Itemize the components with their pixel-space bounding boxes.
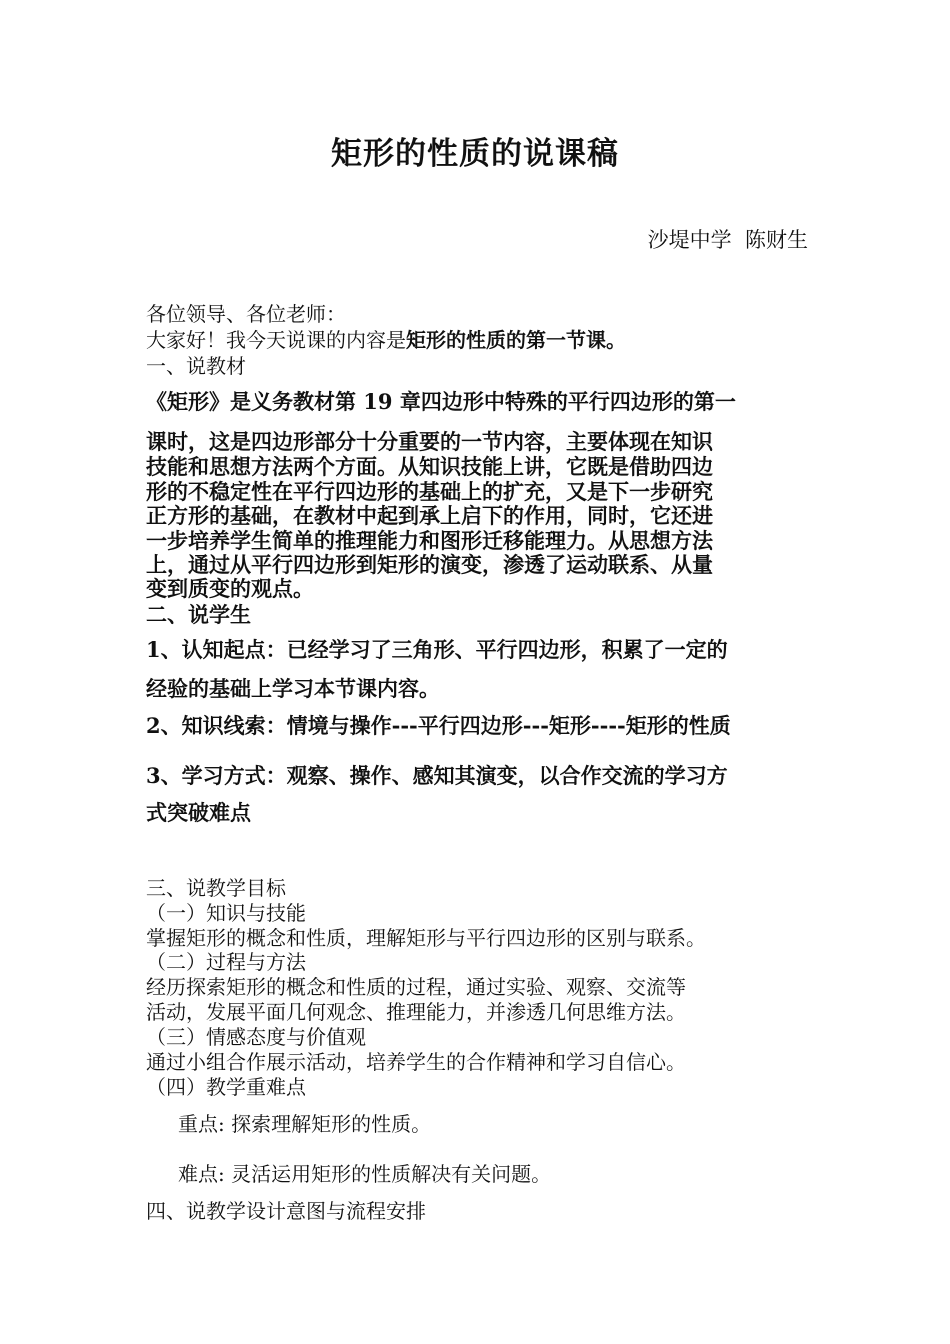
section-1-line: 课时，这是四边形部分十分重要的一节内容，主要体现在知识 [146, 429, 713, 454]
intro-line [146, 324, 626, 353]
key-point: 重点: 探索理解矩形的性质。 [178, 1112, 432, 1136]
section-2-heading: 二、说学生 [146, 602, 251, 627]
section-2-line: 1、认知起点：已经学习了三角形、平行四边形，积累了一定的 [146, 637, 728, 662]
section-2-line: 式突破难点 [146, 800, 251, 825]
paragraph-process: 活动，发展平面几何观念、推理能力，并渗透几何思维方法。 [146, 1000, 686, 1024]
section-2-line: 2、知识线索：情境与操作---平行四边形---矩形----矩形的性质 [146, 713, 731, 738]
section-2-line: 经验的基础上学习本节课内容。 [146, 676, 440, 701]
difficulty-point: 难点: 灵活运用矩形的性质解决有关问题。 [178, 1162, 552, 1186]
section-1-heading: 一、说教材 [146, 354, 246, 378]
section-4-heading: 四、说教学设计意图与流程安排 [146, 1199, 426, 1223]
subheading-knowledge: （一）知识与技能 [146, 901, 306, 925]
greeting: 各位领导、各位老师： [146, 302, 346, 326]
subheading-process: （二）过程与方法 [146, 950, 306, 974]
section-1-line: 《矩形》是义务教材第 19 章四边形中特殊的平行四边形的第一 [146, 389, 736, 414]
subheading-key-points: （四）教学重难点 [146, 1075, 306, 1099]
paragraph-attitude: 通过小组合作展示活动，培养学生的合作精神和学习自信心。 [146, 1050, 686, 1074]
section-1-line: 技能和思想方法两个方面。从知识技能上讲，它既是借助四边 [146, 454, 713, 479]
section-1-line: 变到质变的观点。 [146, 576, 314, 601]
document-title: 矩形的性质的说课稿 [331, 136, 619, 172]
section-1-line: 正方形的基础，在教材中起到承上启下的作用，同时，它还进 [146, 503, 713, 528]
section-1-line: 形的不稳定性在平行四边形的基础上的扩充，又是下一步研究 [146, 479, 713, 504]
intro-prefix: 大家好！我今天说课的内容是 [146, 328, 406, 352]
section-2-line: 3、学习方式：观察、操作、感知其演变，以合作交流的学习方 [146, 763, 728, 788]
section-1-line: 上，通过从平行四边形到矩形的演变，渗透了运动联系、从量 [146, 552, 713, 577]
paragraph-knowledge: 掌握矩形的概念和性质，理解矩形与平行四边形的区别与联系。 [146, 926, 706, 950]
paragraph-process: 经历探索矩形的概念和性质的过程，通过实验、观察、交流等 [146, 975, 686, 999]
author-line: 沙堤中学 陈财生 [647, 228, 808, 252]
section-1-line: 一步培养学生简单的推理能力和图形迁移能理力。从思想方法 [146, 528, 713, 553]
section-3-heading: 三、说教学目标 [146, 876, 286, 900]
subheading-attitude: （三）情感态度与价值观 [146, 1025, 366, 1049]
intro-topic: 矩形的性质的第一节课。 [406, 328, 626, 352]
